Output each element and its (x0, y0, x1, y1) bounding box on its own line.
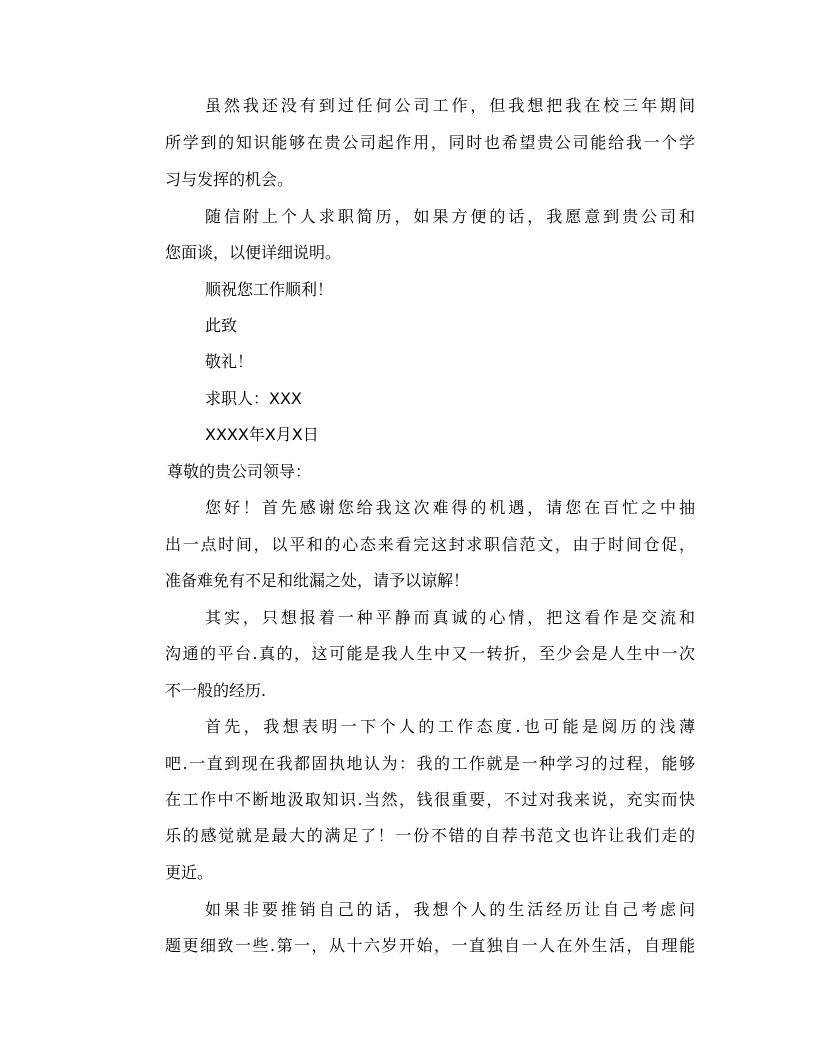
text-line-18: 首先，我想表明一下个人的工作态度.也可能是阅历的浅薄 (205, 717, 695, 736)
text-line-21: 乐的感觉就是最大的满足了！一份不错的自荐书范文也许让我们走的 (165, 826, 695, 845)
text-line-2: 所学到的知识能够在贵公司起作用，同时也希望贵公司能给我一个学 (165, 133, 695, 152)
text-line-23: 如果非要推销自己的话，我想个人的生活经历让自己考虑问 (205, 900, 695, 919)
text-line-19: 吧.一直到现在我都固执地认为：我的工作就是一种学习的过程，能够 (165, 754, 695, 773)
applicant-name: 求职人：XXX (205, 389, 302, 408)
text-line-3: 习与发挥的机会。 (165, 170, 294, 189)
text-line-12: 您好！首先感谢您给我这次难得的机遇，请您在百忙之中抽 (205, 498, 695, 517)
letter-date: XXXX年X月X日 (205, 425, 319, 444)
text-line-4: 随信附上个人求职简历，如果方便的话，我愿意到贵公司和 (205, 207, 695, 226)
closing-cizhi: 此致 (205, 316, 238, 335)
text-line-13: 出一点时间，以平和的心态来看完这封求职信范文，由于时间仓促， (165, 535, 695, 554)
text-line-16: 沟通的平台.真的，这可能是我人生中又一转折，至少会是人生中一次 (165, 644, 695, 663)
closing-jingli: 敬礼！ (205, 352, 254, 371)
text-line-5: 您面谈，以便详细说明。 (165, 243, 342, 262)
text-line-1: 虽然我还没有到过任何公司工作，但我想把我在校三年期间 (205, 96, 695, 115)
text-line-24: 题更细致一些.第一，从十六岁开始，一直独自一人在外生活，自理能 (165, 936, 695, 955)
text-line-17: 不一般的经历. (165, 681, 267, 700)
closing-wish: 顺祝您工作顺利！ (205, 280, 334, 299)
salutation: 尊敬的贵公司领导： (167, 462, 312, 481)
text-line-22: 更近。 (165, 863, 214, 882)
text-line-15: 其实，只想报着一种平静而真诚的心情，把这看作是交流和 (205, 608, 695, 627)
text-line-14: 准备难免有不足和纰漏之处，请予以谅解！ (165, 571, 470, 590)
text-line-20: 在工作中不断地汲取知识.当然，钱很重要，不过对我来说，充实而快 (165, 790, 695, 809)
